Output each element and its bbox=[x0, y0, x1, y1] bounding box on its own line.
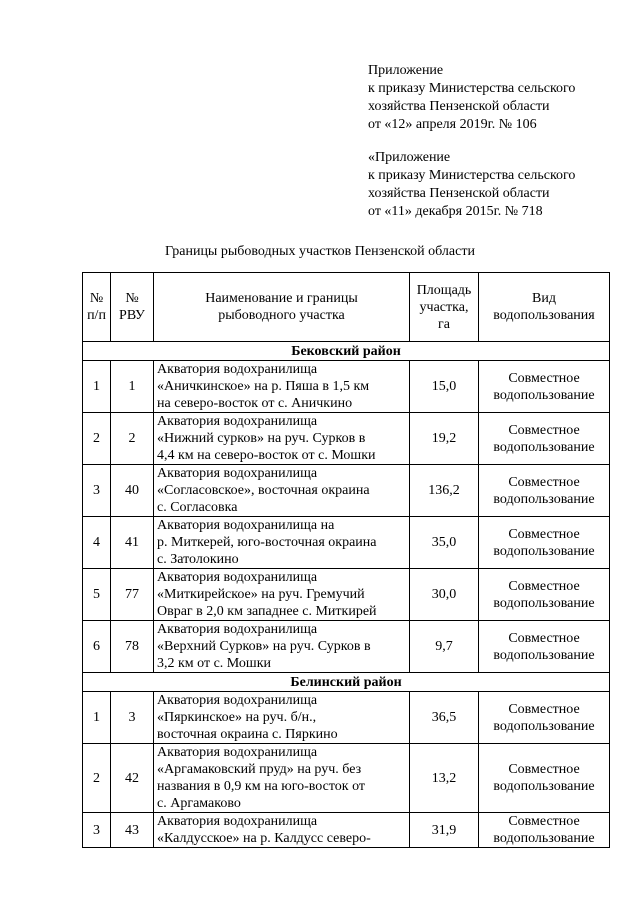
appendix-line: Приложение bbox=[368, 63, 444, 78]
name-line: 4,4 км на северо-восток от с. Мошки bbox=[157, 448, 376, 463]
cell-area: 136,2 bbox=[410, 465, 479, 517]
cell-use bbox=[479, 361, 610, 413]
cell-rvu: 42 bbox=[111, 744, 154, 813]
cell-area: 31,9 bbox=[410, 813, 479, 848]
cell-name bbox=[154, 361, 410, 413]
cell-name bbox=[154, 465, 410, 517]
header-text: РВУ bbox=[119, 308, 145, 323]
name-line: «Согласовское», восточная окраина bbox=[157, 483, 370, 498]
table-row bbox=[83, 813, 610, 848]
name-line: «Калдусское» на р. Калдусс северо- bbox=[157, 831, 371, 846]
cell-name bbox=[154, 569, 410, 621]
cell-rvu: 40 bbox=[111, 465, 154, 517]
name-line: Акватория водохранилища на bbox=[157, 518, 335, 533]
appendix-current-order bbox=[368, 62, 575, 134]
appendix-line: хозяйства Пензенской области bbox=[368, 99, 550, 114]
header-text: Площадь bbox=[416, 282, 472, 298]
cell-rvu: 41 bbox=[111, 517, 154, 569]
cell-use bbox=[479, 692, 610, 744]
table-header-row bbox=[83, 273, 610, 342]
name-line: Овраг в 2,0 км западнее с. Миткирей bbox=[157, 604, 377, 619]
cell-area: 36,5 bbox=[410, 692, 479, 744]
cell-use bbox=[479, 744, 610, 813]
cell-rvu: 77 bbox=[111, 569, 154, 621]
cell-name bbox=[154, 413, 410, 465]
table-row bbox=[83, 569, 610, 621]
cell-area: 15,0 bbox=[410, 361, 479, 413]
cell-use bbox=[479, 465, 610, 517]
cell-use bbox=[479, 621, 610, 673]
header-text: участка, bbox=[419, 299, 469, 315]
use-line: Совместное bbox=[508, 814, 580, 829]
cell-area: 9,7 bbox=[410, 621, 479, 673]
name-line: Акватория водохранилища bbox=[157, 570, 318, 585]
use-line: водопользование bbox=[493, 491, 595, 507]
header-text: Наименование и границы bbox=[205, 291, 358, 306]
use-line: водопользование bbox=[493, 595, 595, 611]
cell-num: 1 bbox=[83, 692, 111, 744]
district-name: Бековский район bbox=[83, 342, 610, 361]
name-line: «Аничкинское» на р. Пяша в 1,5 км bbox=[157, 379, 370, 394]
use-line: водопользование bbox=[493, 647, 595, 663]
cell-name bbox=[154, 517, 410, 569]
header-use bbox=[479, 273, 610, 342]
cell-num: 1 bbox=[83, 361, 111, 413]
use-line: Совместное bbox=[508, 526, 580, 542]
name-line: р. Миткерей, юго-восточная окраина bbox=[157, 535, 377, 550]
cell-use bbox=[479, 413, 610, 465]
district-name: Белинский район bbox=[83, 673, 610, 692]
table-row bbox=[83, 517, 610, 569]
header-text: водопользования bbox=[493, 308, 595, 323]
use-line: водопользование bbox=[493, 831, 595, 846]
header-text: № bbox=[89, 291, 104, 306]
header-area bbox=[410, 273, 479, 342]
name-line: Акватория водохранилища bbox=[157, 814, 318, 829]
appendix-line: «Приложение bbox=[368, 150, 451, 165]
cell-area: 30,0 bbox=[410, 569, 479, 621]
name-line: «Нижний сурков» на руч. Сурков в bbox=[157, 431, 366, 446]
header-text: п/п bbox=[87, 308, 106, 323]
fishery-areas-table bbox=[82, 272, 610, 848]
cell-use bbox=[479, 569, 610, 621]
cell-use bbox=[479, 813, 610, 848]
cell-num: 6 bbox=[83, 621, 111, 673]
use-line: Совместное bbox=[508, 762, 580, 777]
cell-area: 19,2 bbox=[410, 413, 479, 465]
cell-area: 13,2 bbox=[410, 744, 479, 813]
table-row bbox=[83, 465, 610, 517]
header-text: га bbox=[438, 316, 450, 332]
district-row bbox=[83, 673, 610, 692]
name-line: Акватория водохранилища bbox=[157, 466, 318, 481]
cell-num: 2 bbox=[83, 413, 111, 465]
appendix-line: от «11» декабря 2015г. № 718 bbox=[368, 204, 543, 219]
cell-name bbox=[154, 744, 410, 813]
cell-name bbox=[154, 813, 410, 848]
name-line: с. Аргамаково bbox=[157, 796, 241, 811]
name-line: Акватория водохранилища bbox=[157, 693, 318, 708]
name-line: на северо-восток от с. Аничкино bbox=[157, 396, 353, 411]
name-line: «Пяркинское» на руч. б/н., bbox=[157, 710, 317, 725]
use-line: Совместное bbox=[508, 630, 580, 646]
use-line: Совместное bbox=[508, 370, 580, 386]
use-line: водопользование bbox=[493, 387, 595, 403]
header-num bbox=[83, 273, 111, 342]
cell-rvu: 78 bbox=[111, 621, 154, 673]
header-text: № bbox=[125, 291, 139, 306]
use-line: Совместное bbox=[508, 422, 580, 438]
cell-num: 3 bbox=[83, 813, 111, 848]
name-line: «Миткирейское» на руч. Гремучий bbox=[157, 587, 365, 602]
cell-name bbox=[154, 621, 410, 673]
appendix-line: к приказу Министерства сельского bbox=[368, 81, 576, 96]
cell-area: 35,0 bbox=[410, 517, 479, 569]
appendix-line: к приказу Министерства сельского bbox=[368, 168, 576, 183]
use-line: водопользование bbox=[493, 718, 595, 734]
cell-rvu: 1 bbox=[111, 361, 154, 413]
name-line: с. Согласовка bbox=[157, 500, 238, 515]
name-line: «Верхний Сурков» на руч. Сурков в bbox=[157, 639, 371, 654]
use-line: Совместное bbox=[508, 474, 580, 490]
table-row bbox=[83, 361, 610, 413]
table-row bbox=[83, 413, 610, 465]
table-row bbox=[83, 621, 610, 673]
header-rvu bbox=[111, 273, 154, 342]
use-line: водопользование bbox=[493, 439, 595, 455]
cell-num: 3 bbox=[83, 465, 111, 517]
name-line: восточная окраина с. Пяркино bbox=[157, 727, 338, 742]
name-line: Акватория водохранилища bbox=[157, 414, 318, 429]
document-title: Границы рыбоводных участков Пензенской области bbox=[165, 244, 475, 259]
appendix-line: хозяйства Пензенской области bbox=[368, 186, 550, 201]
cell-rvu: 3 bbox=[111, 692, 154, 744]
name-line: «Аргамаковский пруд» на руч. без bbox=[157, 762, 362, 777]
cell-num: 4 bbox=[83, 517, 111, 569]
use-line: Совместное bbox=[508, 701, 580, 717]
table-row bbox=[83, 744, 610, 813]
cell-rvu: 2 bbox=[111, 413, 154, 465]
name-line: названия в 0,9 км на юго-восток от bbox=[157, 779, 366, 794]
table-row bbox=[83, 692, 610, 744]
appendix-line: от «12» апреля 2019г. № 106 bbox=[368, 117, 537, 132]
use-line: водопользование bbox=[493, 779, 595, 794]
cell-num: 5 bbox=[83, 569, 111, 621]
header-text: Вид bbox=[532, 291, 556, 306]
name-line: с. Затолокино bbox=[157, 552, 239, 567]
use-line: водопользование bbox=[493, 543, 595, 559]
cell-num: 2 bbox=[83, 744, 111, 813]
name-line: Акватория водохранилища bbox=[157, 622, 318, 637]
cell-rvu: 43 bbox=[111, 813, 154, 848]
name-line: 3,2 км от с. Мошки bbox=[157, 656, 271, 671]
cell-use bbox=[479, 517, 610, 569]
header-name bbox=[154, 273, 410, 342]
name-line: Акватория водохранилища bbox=[157, 362, 318, 377]
header-text: рыбоводного участка bbox=[218, 308, 345, 323]
name-line: Акватория водохранилища bbox=[157, 745, 318, 760]
cell-name bbox=[154, 692, 410, 744]
use-line: Совместное bbox=[508, 578, 580, 594]
district-row bbox=[83, 342, 610, 361]
appendix-original-order bbox=[368, 149, 575, 221]
